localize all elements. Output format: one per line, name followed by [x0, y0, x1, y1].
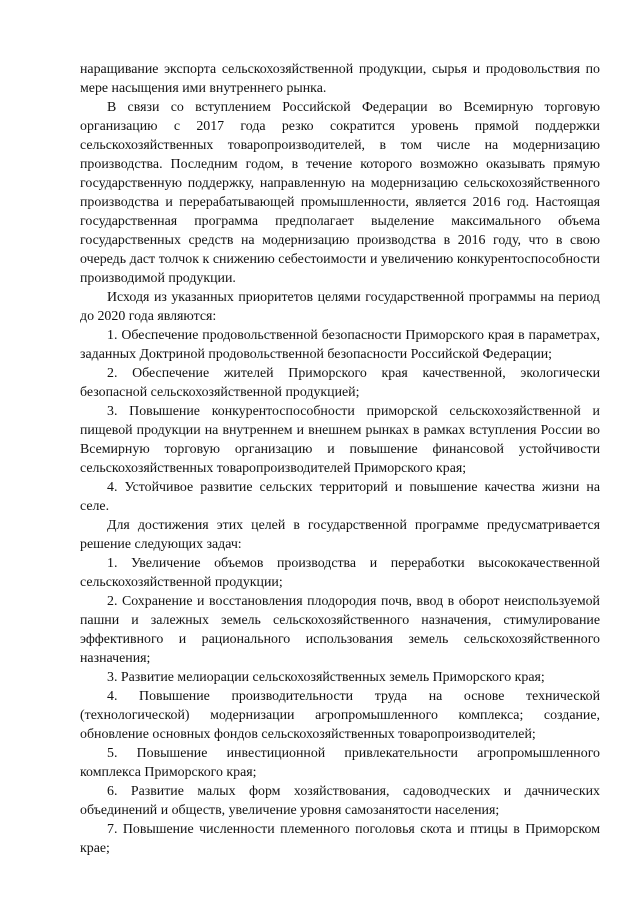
goal-item-1: 1. Обеспечение продовольственной безопасности Приморского края в параметрах, заданных Доктриной продовольственной безопасности Российской Федерации; [80, 328, 600, 362]
paragraph-tasks-intro: Для достижения этих целей в государственной программе предусматривается решение следующих задач: [80, 518, 600, 552]
goal-item-4: 4. Устойчивое развитие сельских территорий и повышение качества жизни на селе. [80, 480, 600, 514]
goal-item-2: 2. Обеспечение жителей Приморского края качественной, экологически безопасной сельскохозяйственной продукцией; [80, 366, 600, 400]
task-item-1: 1. Увеличение объемов производства и переработки высококачественной сельскохозяйственной продукции; [80, 556, 600, 590]
paragraph-export-continuation: наращивание экспорта сельскохозяйственной продукции, сырья и продовольствия по мере насыщения ими внутреннего рынка. [80, 62, 600, 96]
task-item-6: 6. Развитие малых форм хозяйствования, садоводческих и дачнических объединений и обществ, увеличение уровня самозанятости населения; [80, 784, 600, 818]
goal-item-3: 3. Повышение конкурентоспособности приморской сельскохозяйственной и пищевой продукции на внутреннем и внешнем рынках в рамках вступления России во Всемирную торговую организацию и повышение финансовой устойчивости сельскохозяйственных товаропроизводителей Приморского края; [80, 404, 600, 476]
task-item-2: 2. Сохранение и восстановления плодородия почв, ввод в оборот неиспользуемой пашни и залежных земель сельскохозяйственного назначения, стимулирование эффективного и рационального использования земель сельскохозяйственного назначения; [80, 594, 600, 666]
task-item-5: 5. Повышение инвестиционной привлекательности агропромышленного комплекса Приморского края; [80, 746, 600, 780]
document-body [80, 60, 600, 858]
task-item-4: 4. Повышение производительности труда на основе технической (технологической) модернизации агропромышленного комплекса; создание, обновление основных фондов сельскохозяйственных товаропроизводителей; [80, 689, 600, 742]
paragraph-goals-intro: Исходя из указанных приоритетов целями государственной программы на период до 2020 года являются: [80, 290, 600, 324]
paragraph-wto: В связи со вступлением Российской Федерации во Всемирную торговую организацию с 2017 года резко сократится уровень прямой поддержки сельскохозяйственных товаропроизводителей, в том числе на модернизацию производства. Последним годом, в течение которого возможно оказывать прямую государственную поддержку, направленную на модернизацию сельскохозяйственного производства и перерабатывающей промышленности, является 2016 год. Настоящая государственная программа предполагает выделение максимального объема государственных средств на модернизацию производства в 2016 году, что в свою очередь даст толчок к снижению себестоимости и увеличению конкурентоспособности производимой продукции. [80, 100, 600, 286]
task-item-3: 3. Развитие мелиорации сельскохозяйственных земель Приморского края; [107, 670, 545, 685]
task-item-7: 7. Повышение численности племенного поголовья скота и птицы в Приморском крае; [80, 822, 600, 856]
